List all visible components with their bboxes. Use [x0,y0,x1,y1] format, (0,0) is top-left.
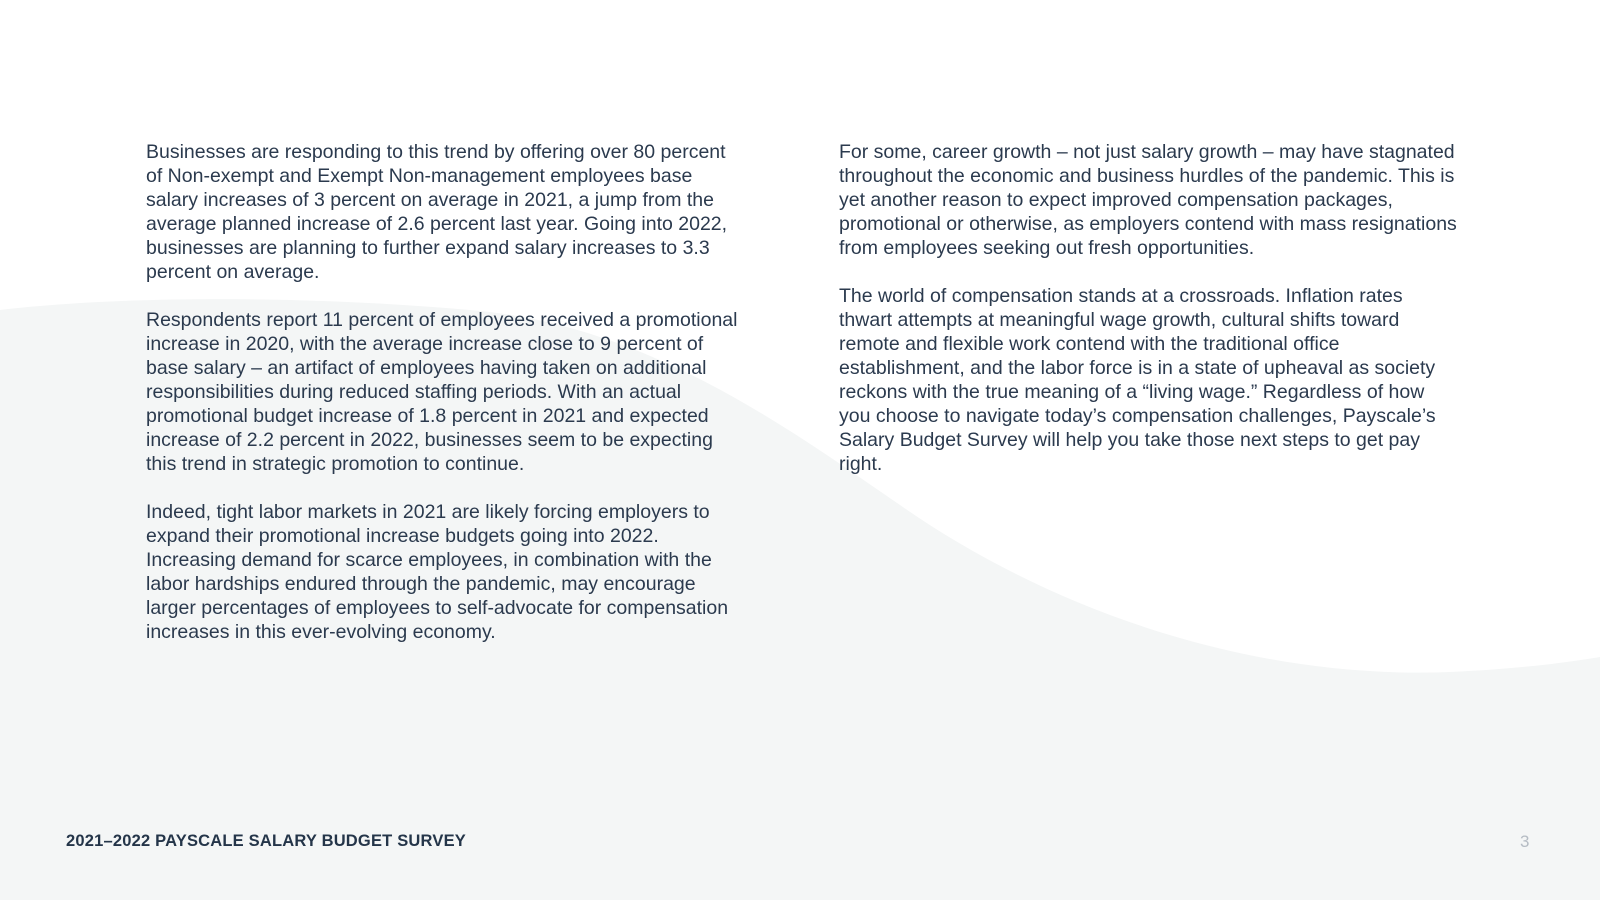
paragraph: Businesses are responding to this trend by offering over 80 percent of Non-exempt and Exempt Non-management employees base salary increases of 3 percent on average in 2021, a jump from the average planned increase of 2.6 percent last year. Going into 2022, businesses are planning to further expand salary increases to 3.3 percent on average. [146,141,728,283]
paragraph: Respondents report 11 percent of employees received a promotional increase in 2020, with the average increase close to 9 percent of base salary – an artifact of employees having taken on additional responsibilities during reduced staffing periods. With an actual promotional budget increase of 1.8 percent in 2021 and expected increase of 2.2 percent in 2022, businesses seem to be expecting this trend in strategic promotion to continue. [146,309,738,475]
footer-title: 2021–2022 PAYSCALE SALARY BUDGET SURVEY [66,832,466,850]
paragraph: For some, career growth – not just salary growth – may have stagnated throughout the economic and business hurdles of the pandemic. This is yet another reason to expect improved compensation packages, promotional or otherwise, as employers contend with mass resignations from employees seeking out fresh opportunities. [839,141,1457,259]
paragraph: The world of compensation stands at a crossroads. Inflation rates thwart attempts at meaningful wage growth, cultural shifts toward remote and flexible work contend with the traditional office establishment, and the labor force is in a state of upheaval as society reckons with the true meaning of a “living wage.” Regardless of how you choose to navigate today’s compensation challenges, Payscale’s Salary Budget Survey will help you take those next steps to get pay right. [839,285,1436,475]
left-text-column [146,140,746,668]
page-number: 3 [1520,832,1530,851]
right-text-column [839,140,1459,500]
paragraph: Indeed, tight labor markets in 2021 are likely forcing employers to expand their promotional increase budgets going into 2022. Increasing demand for scarce employees, in combination with the labor hardships endured through the pandemic, may encourage larger percentages of employees to self-advocate for compensation increases in this ever-evolving economy. [146,501,729,643]
